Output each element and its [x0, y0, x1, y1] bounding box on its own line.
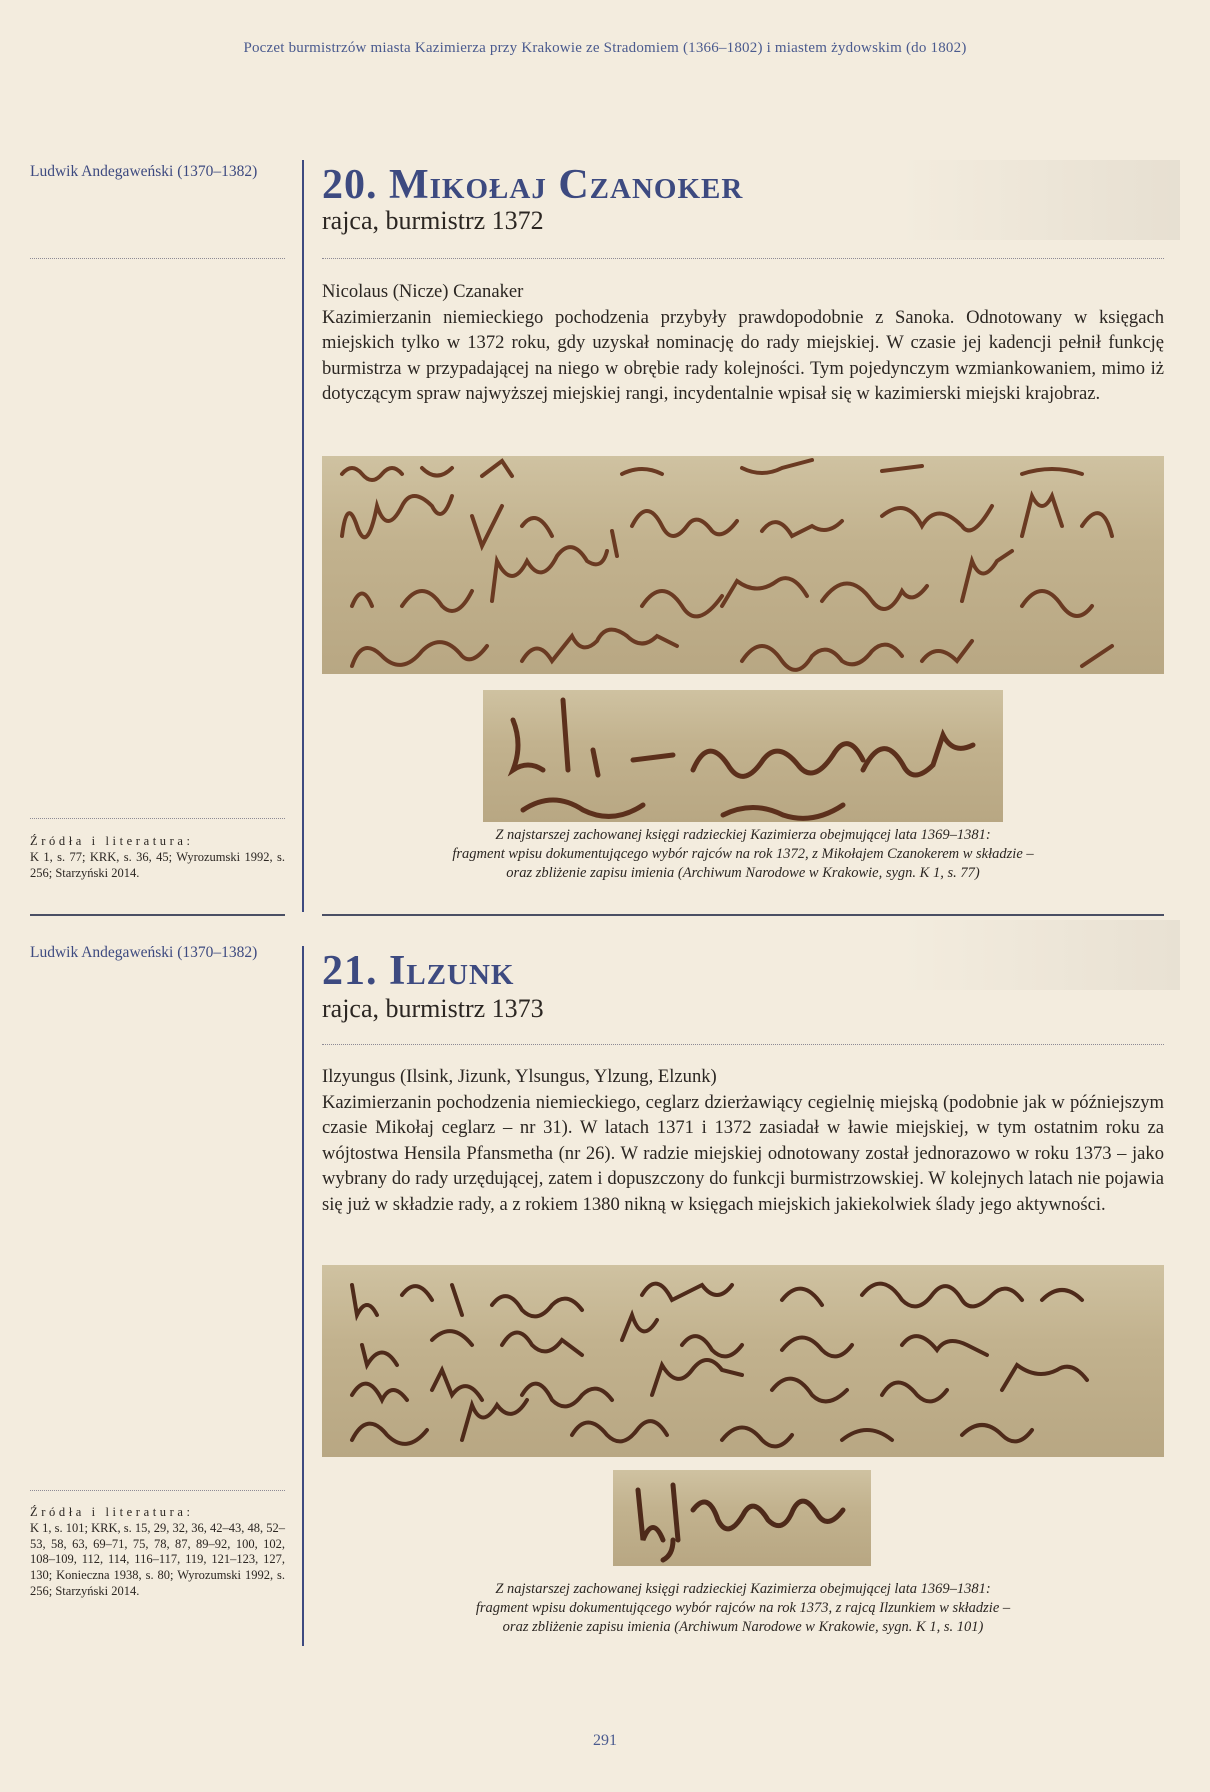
handwriting-strokes: [322, 456, 1164, 674]
entry-divider: [322, 258, 1164, 259]
manuscript-fragment-image: [322, 456, 1164, 674]
entry-separator: [30, 914, 285, 916]
image-caption: [322, 826, 1164, 883]
manuscript-closeup-image: [613, 1470, 871, 1566]
caption-line: Z najstarszej zachowanej księgi radzieckiej Kazimierza obejmującej lata 1369–1381:: [495, 827, 991, 843]
image-caption: [322, 1580, 1164, 1637]
entry-body: [322, 1064, 1164, 1217]
entry-subtitle: rajca, burmistrz 1372: [322, 206, 544, 235]
running-header: Poczet burmistrzów miasta Kazimierza przy Krakowie ze Stradomiem (1366–1802) i miastem żydowskim (do 1802): [243, 40, 967, 56]
caption-line: Z najstarszej zachowanej księgi radzieckiej Kazimierza obejmującej lata 1369–1381:: [495, 1581, 991, 1597]
reign-label: Ludwik Andegaweński (1370–1382): [30, 944, 258, 961]
handwriting-strokes: [483, 690, 1003, 822]
entry-separator: [322, 914, 1164, 916]
sources-block: [30, 834, 285, 881]
entry-number: 21.: [322, 948, 378, 994]
bleed-through-shadow: [900, 920, 1180, 990]
entry-divider: [322, 1044, 1164, 1045]
sidebar-ruler: [302, 946, 304, 1646]
entry-name: Ilzunk: [389, 948, 515, 994]
manuscript-fragment-image: [322, 1265, 1164, 1457]
caption-line: oraz zbliżenie zapisu imienia (Archiwum Narodowe w Krakowie, sygn. K 1, s. 101): [502, 1619, 984, 1635]
page-number: 291: [593, 1732, 617, 1749]
sources-text: K 1, s. 77; KRK, s. 36, 45; Wyrozumski 1992, s. 256; Starzyński 2014.: [30, 849, 285, 880]
sources-title: Źródła i literatura:: [30, 834, 194, 848]
sidebar-ruler: [302, 160, 304, 912]
entry-name: Mikołaj Czanoker: [389, 162, 744, 208]
handwriting-strokes: [613, 1470, 871, 1566]
caption-line: fragment wpisu dokumentującego wybór rajców na rok 1372, z Mikołajem Czanokerem w składzie –: [452, 846, 1034, 862]
sources-text: K 1, s. 101; KRK, s. 15, 29, 32, 36, 42–43, 48, 52–53, 58, 63, 69–71, 75, 78, 87, 89–92, 100, 102, 108–109, 112, 114, 116–117, 119, 121–123, 127, 130; Konieczna 1938, s. 80; Wyrozumski 1992, s. 256; Starzyński 2014.: [30, 1520, 285, 1598]
entry-body: [322, 279, 1164, 407]
entry-text: Kazimierzanin niemieckiego pochodzenia przybyły prawdopodobnie z Sanoka. Odnotowany w księgach miejskich tylko w 1372 roku, gdy uzyskał nominację do rady miejskiej. W czasie jej kadencji pełnił funkcję burmistrza w przypadającej na niego w obrębie rady kolejności. Tym pojedynczym wzmiankowaniem, mimo iż dotyczącym spraw najwyższej miejskiej rangi, incydentalnie wpisał się w kazimierski miejski krajobraz.: [322, 306, 1164, 404]
entry-text: Kazimierzanin pochodzenia niemieckiego, ceglarz dzierżawiący cegielnię miejską (podobnie jak w późniejszym czasie Mikołaj ceglarz – nr 31). W latach 1371 i 1372 zasiadał w ławie miejskiej, w tym ostatnim roku za wójtostwa Hensila Pfansmetha (nr 26). W radzie miejskiej odnotowany został jednorazowo w roku 1373 – jako wybrany do rady urzędującej, zatem i dopuszczony do funkcji burmistrzowskiej. W kolejnych latach nie pojawia się już w składzie rady, a z rokiem 1380 nikną w księgach miejskich jakiekolwiek ślady jego aktywności.: [322, 1091, 1164, 1215]
reign-label: Ludwik Andegaweński (1370–1382): [30, 163, 258, 180]
manuscript-closeup-image: [483, 690, 1003, 822]
handwriting-strokes: [322, 1265, 1164, 1457]
entry-number: 20.: [322, 162, 378, 208]
sidebar-divider: [30, 258, 285, 259]
caption-line: oraz zbliżenie zapisu imienia (Archiwum Narodowe w Krakowie, sygn. K 1, s. 77): [506, 865, 980, 881]
bleed-through-shadow: [900, 160, 1180, 240]
entry-title: [322, 162, 743, 208]
caption-line: fragment wpisu dokumentującego wybór rajców na rok 1373, z rajcą Ilzunkiem w składzie –: [475, 1600, 1011, 1616]
sidebar-divider: [30, 818, 285, 819]
sidebar-divider: [30, 1490, 285, 1491]
latin-names: Nicolaus (Nicze) Czanaker: [322, 281, 524, 302]
entry-subtitle: rajca, burmistrz 1373: [322, 994, 544, 1023]
latin-names: Ilzyungus (Ilsink, Jizunk, Ylsungus, Ylzung, Elzunk): [322, 1066, 717, 1087]
entry-title: [322, 948, 514, 994]
sources-title: Źródła i literatura:: [30, 1505, 194, 1519]
sources-block: [30, 1505, 285, 1600]
